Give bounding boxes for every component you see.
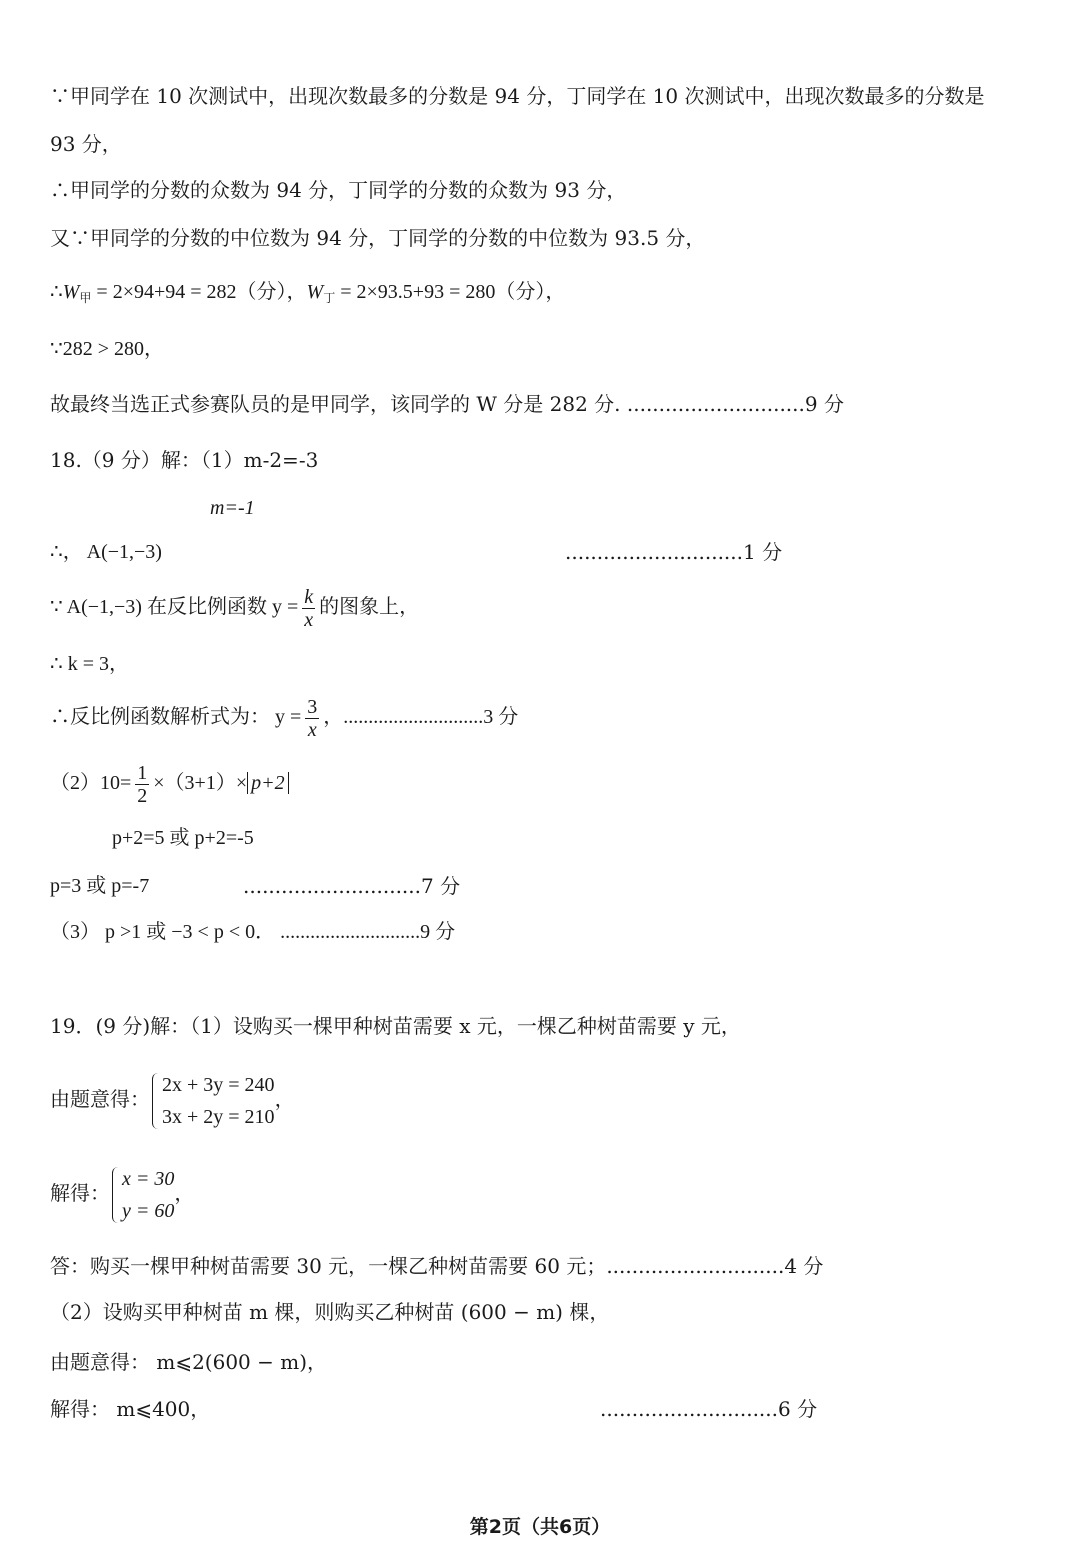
q18-score-3: ，............................3 分 xyxy=(323,706,519,728)
q18-part-3: （3） p >1 或 −3 < p < 0． ............................9 分 xyxy=(50,921,456,943)
q18-score-7: ............................7 分 xyxy=(243,874,461,898)
equation-2: 3x + 2y = 210 xyxy=(162,1105,275,1128)
solution-system xyxy=(110,1163,174,1227)
q19-system-line xyxy=(50,1066,295,1133)
one-half-fraction xyxy=(135,762,149,807)
q19-solution-comma: ， xyxy=(174,1181,195,1205)
fraction-denominator: x xyxy=(304,608,314,631)
q19-inequality: 由题意得： m⩽2(600 − m)， xyxy=(50,1350,328,1374)
fraction-denominator: x xyxy=(307,718,317,741)
q19-heading: 19．(9 分)解：（1）设购买一棵甲种树苗需要 x 元，一棵乙种树苗需要 y 元， xyxy=(50,1014,741,1038)
k-over-x-fraction xyxy=(302,586,315,631)
q19-system-comma: ， xyxy=(274,1087,295,1111)
q19-inequality-solution: 解得： m⩽400， xyxy=(50,1397,211,1421)
w-ding-subscript: 丁 xyxy=(323,291,336,305)
therefore-symbol: ∴ xyxy=(50,281,63,303)
q18-inverse-fn-tail: 的图象上， xyxy=(319,596,420,618)
equation-1: 2x + 3y = 240 xyxy=(162,1073,275,1096)
q17-conclusion-line: 故最终当选正式参赛队员的是甲同学，该同学的 W 分是 282 分. ............................9 分 xyxy=(50,392,844,416)
fraction-numerator: 3 xyxy=(307,695,318,718)
q18-inverse-fn-line xyxy=(50,582,419,632)
page-number-footer: 第2页（共6页） xyxy=(469,1516,611,1538)
w-jia-subscript: 甲 xyxy=(79,291,92,305)
w-ding-formula: = 2×93.5+93 = 280（分）， xyxy=(335,281,566,303)
q17-line-2: 93 分， xyxy=(50,132,122,156)
q18-m-value: m=-1 xyxy=(210,497,255,519)
q19-answer: 答：购买一棵甲种树苗需要 30 元，一棵乙种树苗需要 60 元；............................4 分 xyxy=(50,1254,824,1278)
q19-solution-line xyxy=(50,1160,194,1227)
solution-x: x = 30 xyxy=(122,1167,175,1190)
q19-part-2: （2）设购买甲种树苗 m 棵，则购买乙种树苗 (600 − m) 棵， xyxy=(50,1300,610,1324)
q19-system-label: 由题意得： xyxy=(50,1087,150,1111)
q18-expression-line xyxy=(50,692,518,742)
equation-system xyxy=(150,1069,275,1133)
q18-area-equation xyxy=(50,758,289,808)
q18-k-value: ∴ k = 3， xyxy=(50,653,130,675)
abs-p-plus-2: p+2 xyxy=(247,772,289,794)
q17-line-1: ∵甲同学在 10 次测试中，出现次数最多的分数是 94 分，丁同学在 10 次测试中，出现次数最多的分数是 xyxy=(50,84,985,108)
fraction-numerator: k xyxy=(304,585,314,608)
q18-score-1: ............................1 分 xyxy=(565,540,783,564)
q17-compare-line: ∵282 > 280， xyxy=(50,338,165,360)
q18-expression-text: ∴反比例函数解析式为： y = xyxy=(50,706,302,728)
q19-solution-label: 解得： xyxy=(50,1181,110,1205)
q18-point-a: ∴， A(−1,−3) xyxy=(50,541,162,563)
w-jia-formula: = 2×94+94 = 282（分）， xyxy=(91,281,307,303)
q18-inverse-fn-text: ∵ A(−1,−3) 在反比例函数 y = xyxy=(50,596,299,618)
q18-p-cases: p+2=5 或 p+2=-5 xyxy=(112,827,254,849)
q17-line-3: ∴甲同学的分数的众数为 94 分，丁同学的分数的众数为 93 分， xyxy=(50,178,627,202)
q18-area-product: ×（3+1）× xyxy=(153,772,248,794)
q17-w-score-line: $\therefore W_甲 = 2\times 94+94 = 282$（分），$W_丁 = 2\times 93.5+93 = 280$（分）， xyxy=(50,281,566,305)
solution-y: y = 60 xyxy=(122,1199,175,1222)
q17-line-4: 又∵甲同学的分数的中位数为 94 分，丁同学的分数的中位数为 93.5 分， xyxy=(50,226,706,250)
q19-score-6: ............................6 分 xyxy=(600,1397,818,1421)
q18-p-values: p=3 或 p=-7 xyxy=(50,875,150,897)
three-over-x-fraction xyxy=(305,696,319,741)
fraction-numerator: 1 xyxy=(137,761,148,784)
q18-heading: 18.（9 分）解：（1）m-2=-3 xyxy=(50,448,319,472)
fraction-denominator: 2 xyxy=(137,784,148,807)
q18-area-lhs: （2）10= xyxy=(50,772,132,794)
